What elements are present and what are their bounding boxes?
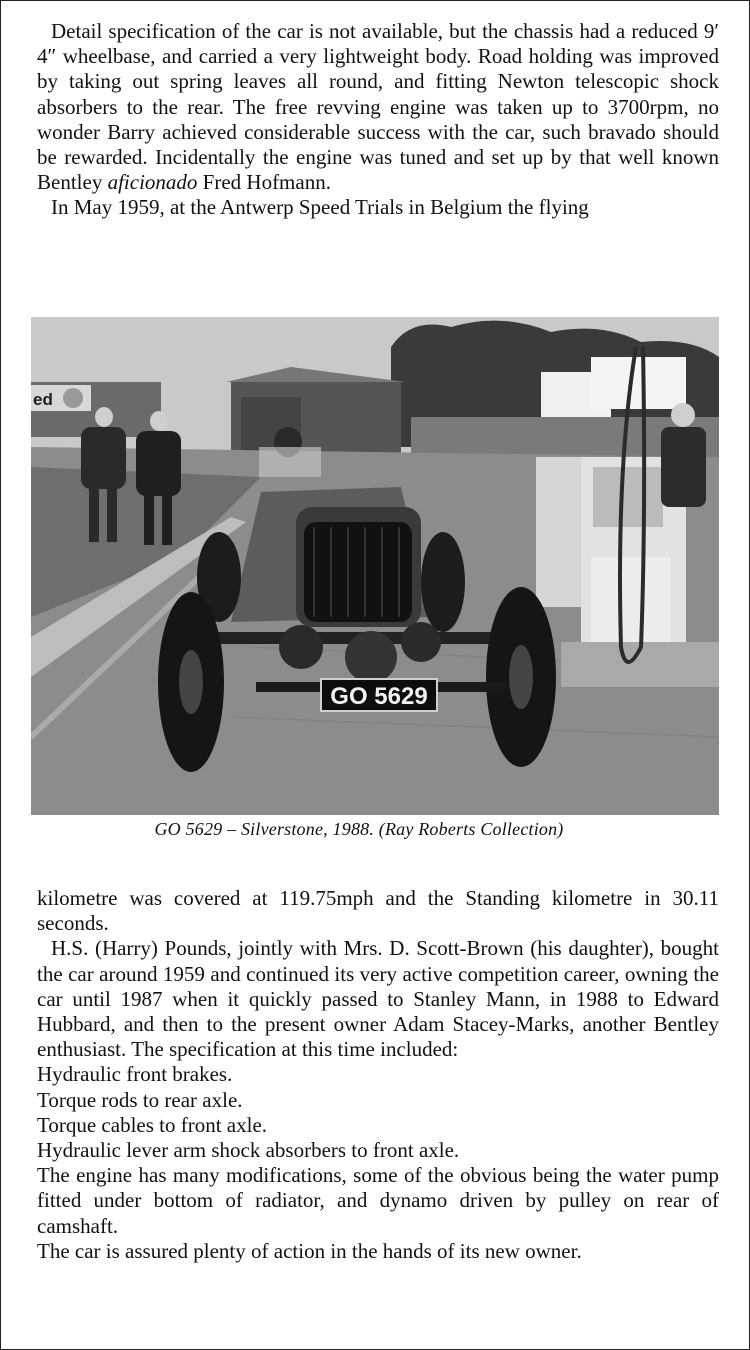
paragraph-antwerp-start: In May 1959, at the Antwerp Speed Trials in Belgium the flying [51, 195, 589, 220]
spec-line: Torque cables to front axle. [37, 1112, 268, 1137]
car-photo [31, 317, 719, 815]
spec-line: The engine has many modifications, some of the obvious being the water pump fitted under bottom of radiator, and dynamo driven by pulley on rear of camshaft. [37, 1163, 719, 1238]
spec-line: Hydraulic front brakes. [37, 1062, 233, 1087]
number-plate-text: GO 5629 [330, 683, 428, 710]
text-block-top [37, 19, 719, 221]
paragraph-text-end: Fred Hofmann. [202, 170, 331, 195]
spec-line: The car is assured plenty of action in the hands of its new owner. [37, 1238, 582, 1263]
spec-line: Torque rods to rear axle. [37, 1087, 243, 1112]
paragraph-text: Detail specification of the car is not available, but the chassis had a reduced 9′ 4″ wheelbase, and carried a very lightweight body. Road holding was improved by taking out spring leaves all round, and fitting Newton telescopic shock absorbers to the rear. The free revving engine was taken up to 3700rpm, no wonder Barry achieved considerable success with the car, such bravado should be rewarded. Incidentally the engine was tuned and set up by that well known Bentley [37, 19, 719, 195]
text-block-bottom [37, 886, 719, 1264]
spec-line: Hydraulic lever arm shock absorbers to front axle. [37, 1138, 460, 1163]
paragraph-chassis-details [37, 19, 719, 195]
paragraph-ownership: H.S. (Harry) Pounds, jointly with Mrs. D. Scott-Brown (his daughter), bought the car around 1959 and continued its very active competition career, owning the car until 1987 when it quickly passed to Stanley Mann, in 1988 to Edward Hubbard, and then to the present owner Adam Stacey-Marks, another Bentley enthusiast. The specification at this time included: [37, 936, 719, 1062]
paragraph-antwerp-cont: kilometre was covered at 119.75mph and the Standing kilometre in 30.11 seconds. [37, 886, 719, 936]
photo-caption [31, 819, 719, 840]
caption-text: GO 5629 – Silverstone, 1988. (Ray Roberts Collection) [154, 819, 564, 839]
emphasis-text: aficionado [107, 170, 198, 195]
shell-sign-text: ed [33, 390, 53, 409]
